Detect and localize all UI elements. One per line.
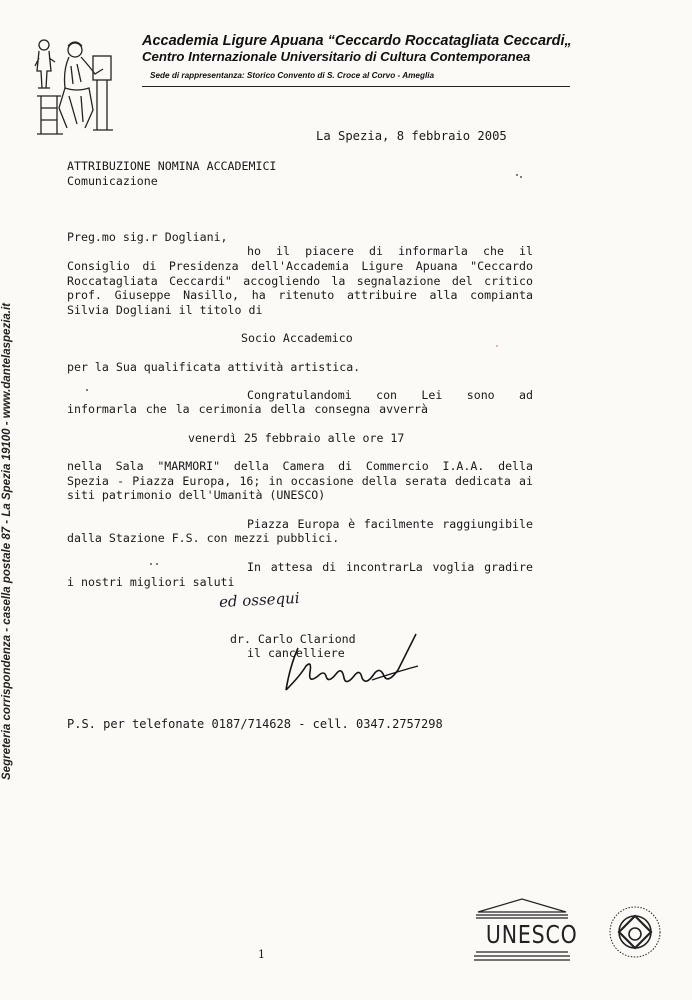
paragraph-1-line-4: prof. Giuseppe Nasillo, ha ritenuto attribuire alla compianta [67, 288, 533, 302]
place-date: La Spezia, 8 febbraio 2005 [316, 129, 507, 143]
closing-line-2: i nostri migliori saluti [67, 575, 235, 589]
paragraph-1-line-1: ho il piacere di informarla che il [247, 244, 533, 258]
scan-speck [496, 345, 498, 347]
subject-subheading: Comunicazione [67, 174, 158, 188]
signature [280, 626, 430, 698]
letterhead-center: Centro Internazionale Universitario di Cultura Contemporanea [142, 49, 531, 64]
scan-speck [156, 563, 158, 565]
event-date: venerdì 25 febbraio alle ore 17 [188, 431, 405, 445]
paragraph-1-line-2: Consiglio di Presidenza dell'Accademia Ligure Apuana "Ceccardo [67, 259, 533, 273]
academy-emblem [33, 36, 117, 136]
paragraph-2-line-1: Congratulandomi con Lei sono ad [247, 388, 533, 402]
paragraph-2-line-2: informarla che la cerimonia della consegna avverrà [67, 402, 429, 416]
closing-line-1: In attesa di incontrarLa voglia gradire [247, 560, 533, 574]
sidebar-address: Segreteria corrispondenza - casella postale 87 - La Spezia 19100 - www.dantelaspezia.it [1, 302, 13, 780]
salutation: Preg.mo sig.r Dogliani, [67, 230, 228, 244]
paragraph-3-line-3: siti patrimonio dell'Umanità (UNESCO) [67, 488, 326, 502]
subject-heading: ATTRIBUZIONE NOMINA ACCADEMICI [67, 159, 277, 173]
award-reason: per la Sua qualificata attività artistica. [67, 360, 361, 374]
paragraph-1-line-3: Roccatagliata Ceccardi" accogliendo la segnalazione del critico [67, 274, 533, 288]
signer-name: dr. Carlo Clariond [230, 632, 356, 646]
letterhead-rule [142, 86, 570, 87]
paragraph-3-line-1: nella Sala "MARMORI" della Camera di Commercio I.A.A. della [67, 459, 533, 473]
scan-speck [150, 563, 152, 565]
paragraph-3-line-2: Spezia - Piazza Europa, 16; in occasione della serata dedicata ai [67, 474, 533, 488]
award-title: Socio Accademico [241, 331, 353, 345]
letterhead-name: Accademia Ligure Apuana “Ceccardo Roccatagliata Ceccardi„ [142, 33, 572, 49]
signer-role: il cancelliere [247, 646, 345, 660]
paragraph-1-line-5: Silvia Dogliani il titolo di [67, 303, 263, 317]
paragraph-4-line-2: dalla Stazione F.S. con mezzi pubblici. [67, 531, 340, 545]
world-heritage-emblem [607, 904, 663, 960]
postscript-phone: P.S. per telefonate 0187/714628 - cell. 0347.2757298 [67, 717, 443, 731]
page-number: 1 [258, 948, 265, 961]
paragraph-4-line-1: Piazza Europa è facilmente raggiungibile [247, 517, 533, 531]
unesco-wordmark: UNESCO [485, 920, 578, 949]
scan-speck [516, 174, 518, 176]
scan-speck [520, 176, 522, 178]
letterhead-seat: Sede di rappresentanza: Storico Convento di S. Croce al Corvo - Ameglia [150, 71, 435, 80]
handwritten-ossequi: ed ossequi [218, 588, 301, 612]
scan-speck [86, 389, 88, 391]
